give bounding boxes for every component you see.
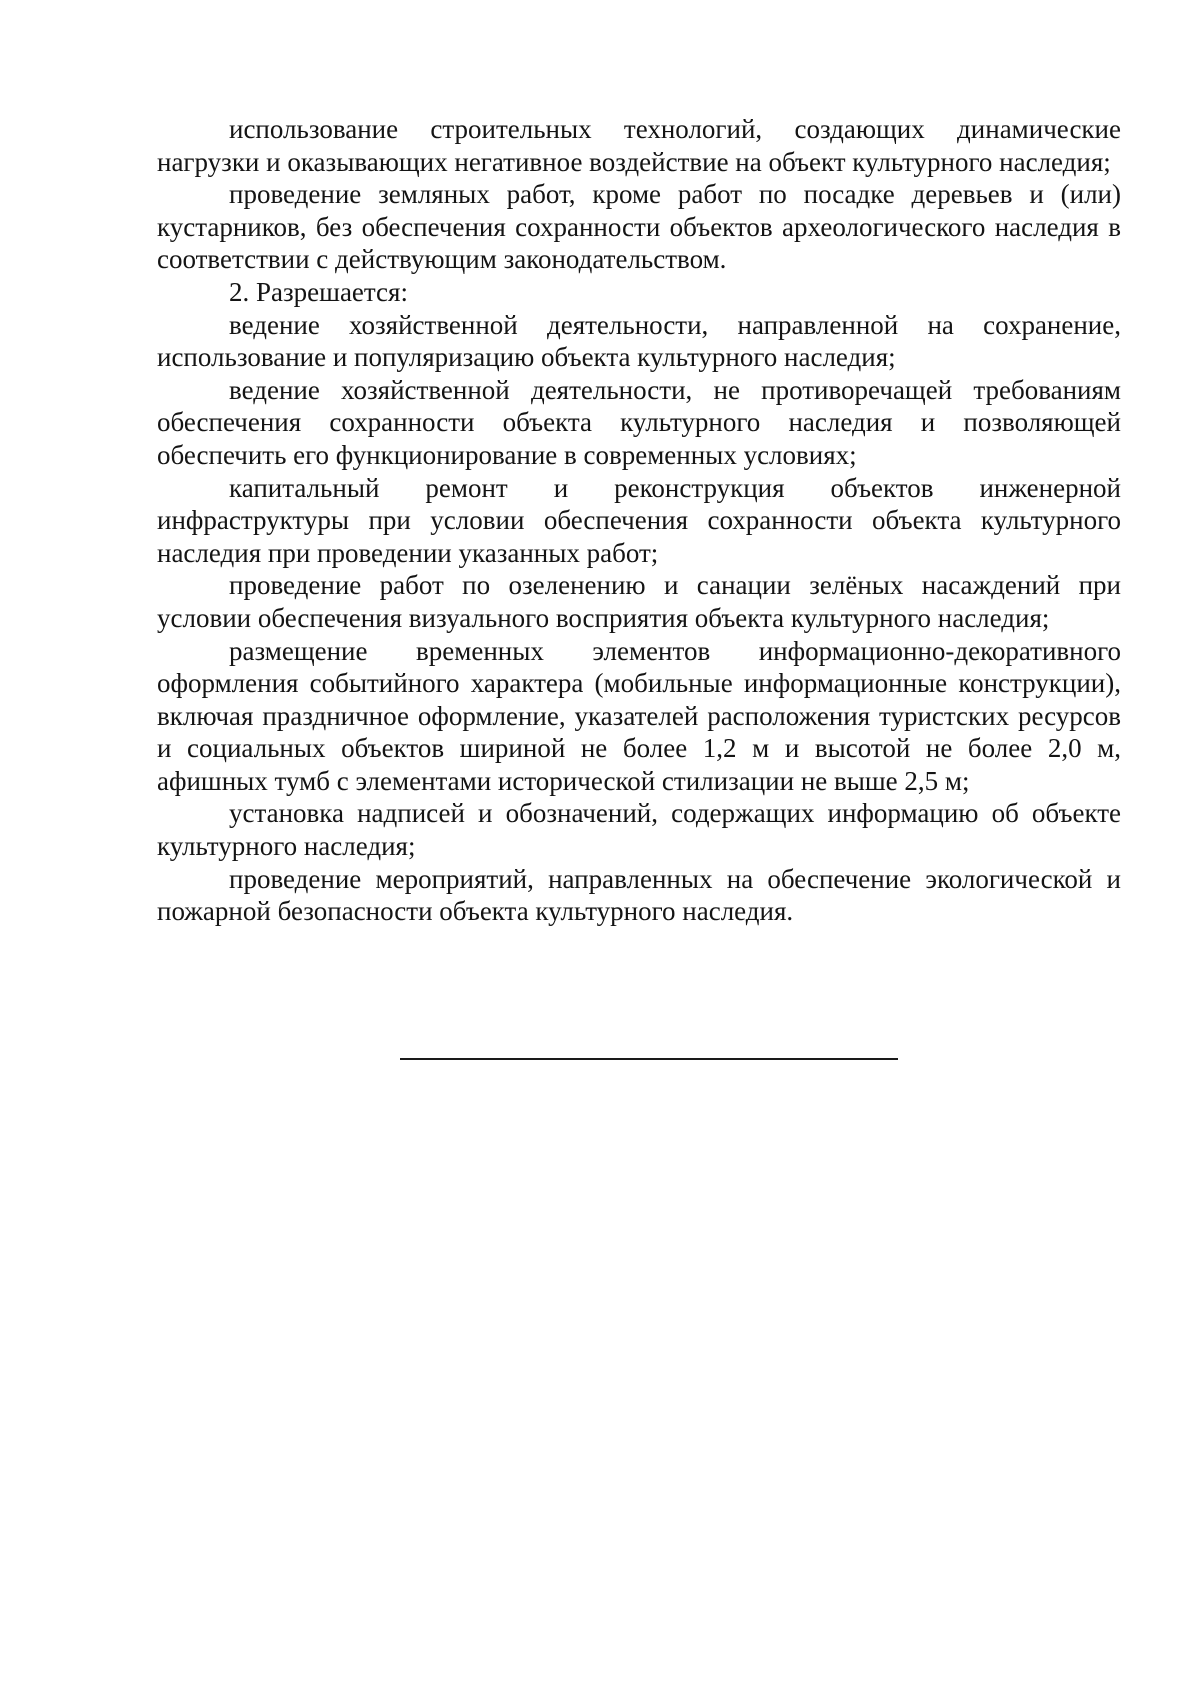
paragraph-temporary-decorations: размещение временных элементов информационно-декоративного оформления событийного характера (мобильные информационные конструкции), включая праздничное оформление, указателей расположения туристских ресурсов и социальных объектов шириной не более 1,2 м и высотой не более 2,0 м, афишных тумб с элементами исторической стилизации не выше 2,5 м; <box>157 635 1121 796</box>
paragraph-economic-activity-preservation: ведение хозяйственной деятельности, направленной на сохранение, использование и популяризацию объекта культурного наследия; <box>157 309 1121 373</box>
paragraph-prohibited-earthworks: проведение земляных работ, кроме работ по посадке деревьев и (или) кустарников, без обеспечения сохранности объектов археологического наследия в соответствии с действующим законодательством. <box>157 179 1121 275</box>
paragraph-economic-activity-compatible: ведение хозяйственной деятельности, не противоречащей требованиям обеспечения сохранности объекта культурного наследия и позволяющей обеспечить его функционирование в современных условиях; <box>157 374 1121 470</box>
document-body <box>157 113 1121 928</box>
section-heading-permitted: 2. Разрешается: <box>229 276 408 307</box>
paragraph-prohibited-dynamic-loads: использование строительных технологий, создающих динамические нагрузки и оказывающих негативное воздействие на объект культурного наследия; <box>157 114 1121 177</box>
paragraph-safety-measures: проведение мероприятий, направленных на обеспечение экологической и пожарной безопасности объекта культурного наследия. <box>157 863 1121 927</box>
paragraph-landscaping: проведение работ по озеленению и санации зелёных насаждений при условии обеспечения визуального восприятия объекта культурного наследия; <box>157 570 1121 633</box>
paragraph-infrastructure-repair: капитальный ремонт и реконструкция объектов инженерной инфраструктуры при условии обеспечения сохранности объекта культурного наследия при проведении указанных работ; <box>157 472 1121 568</box>
end-of-document-rule <box>400 1058 898 1060</box>
paragraph-signage: установка надписей и обозначений, содержащих информацию об объекте культурного наследия; <box>157 798 1121 862</box>
